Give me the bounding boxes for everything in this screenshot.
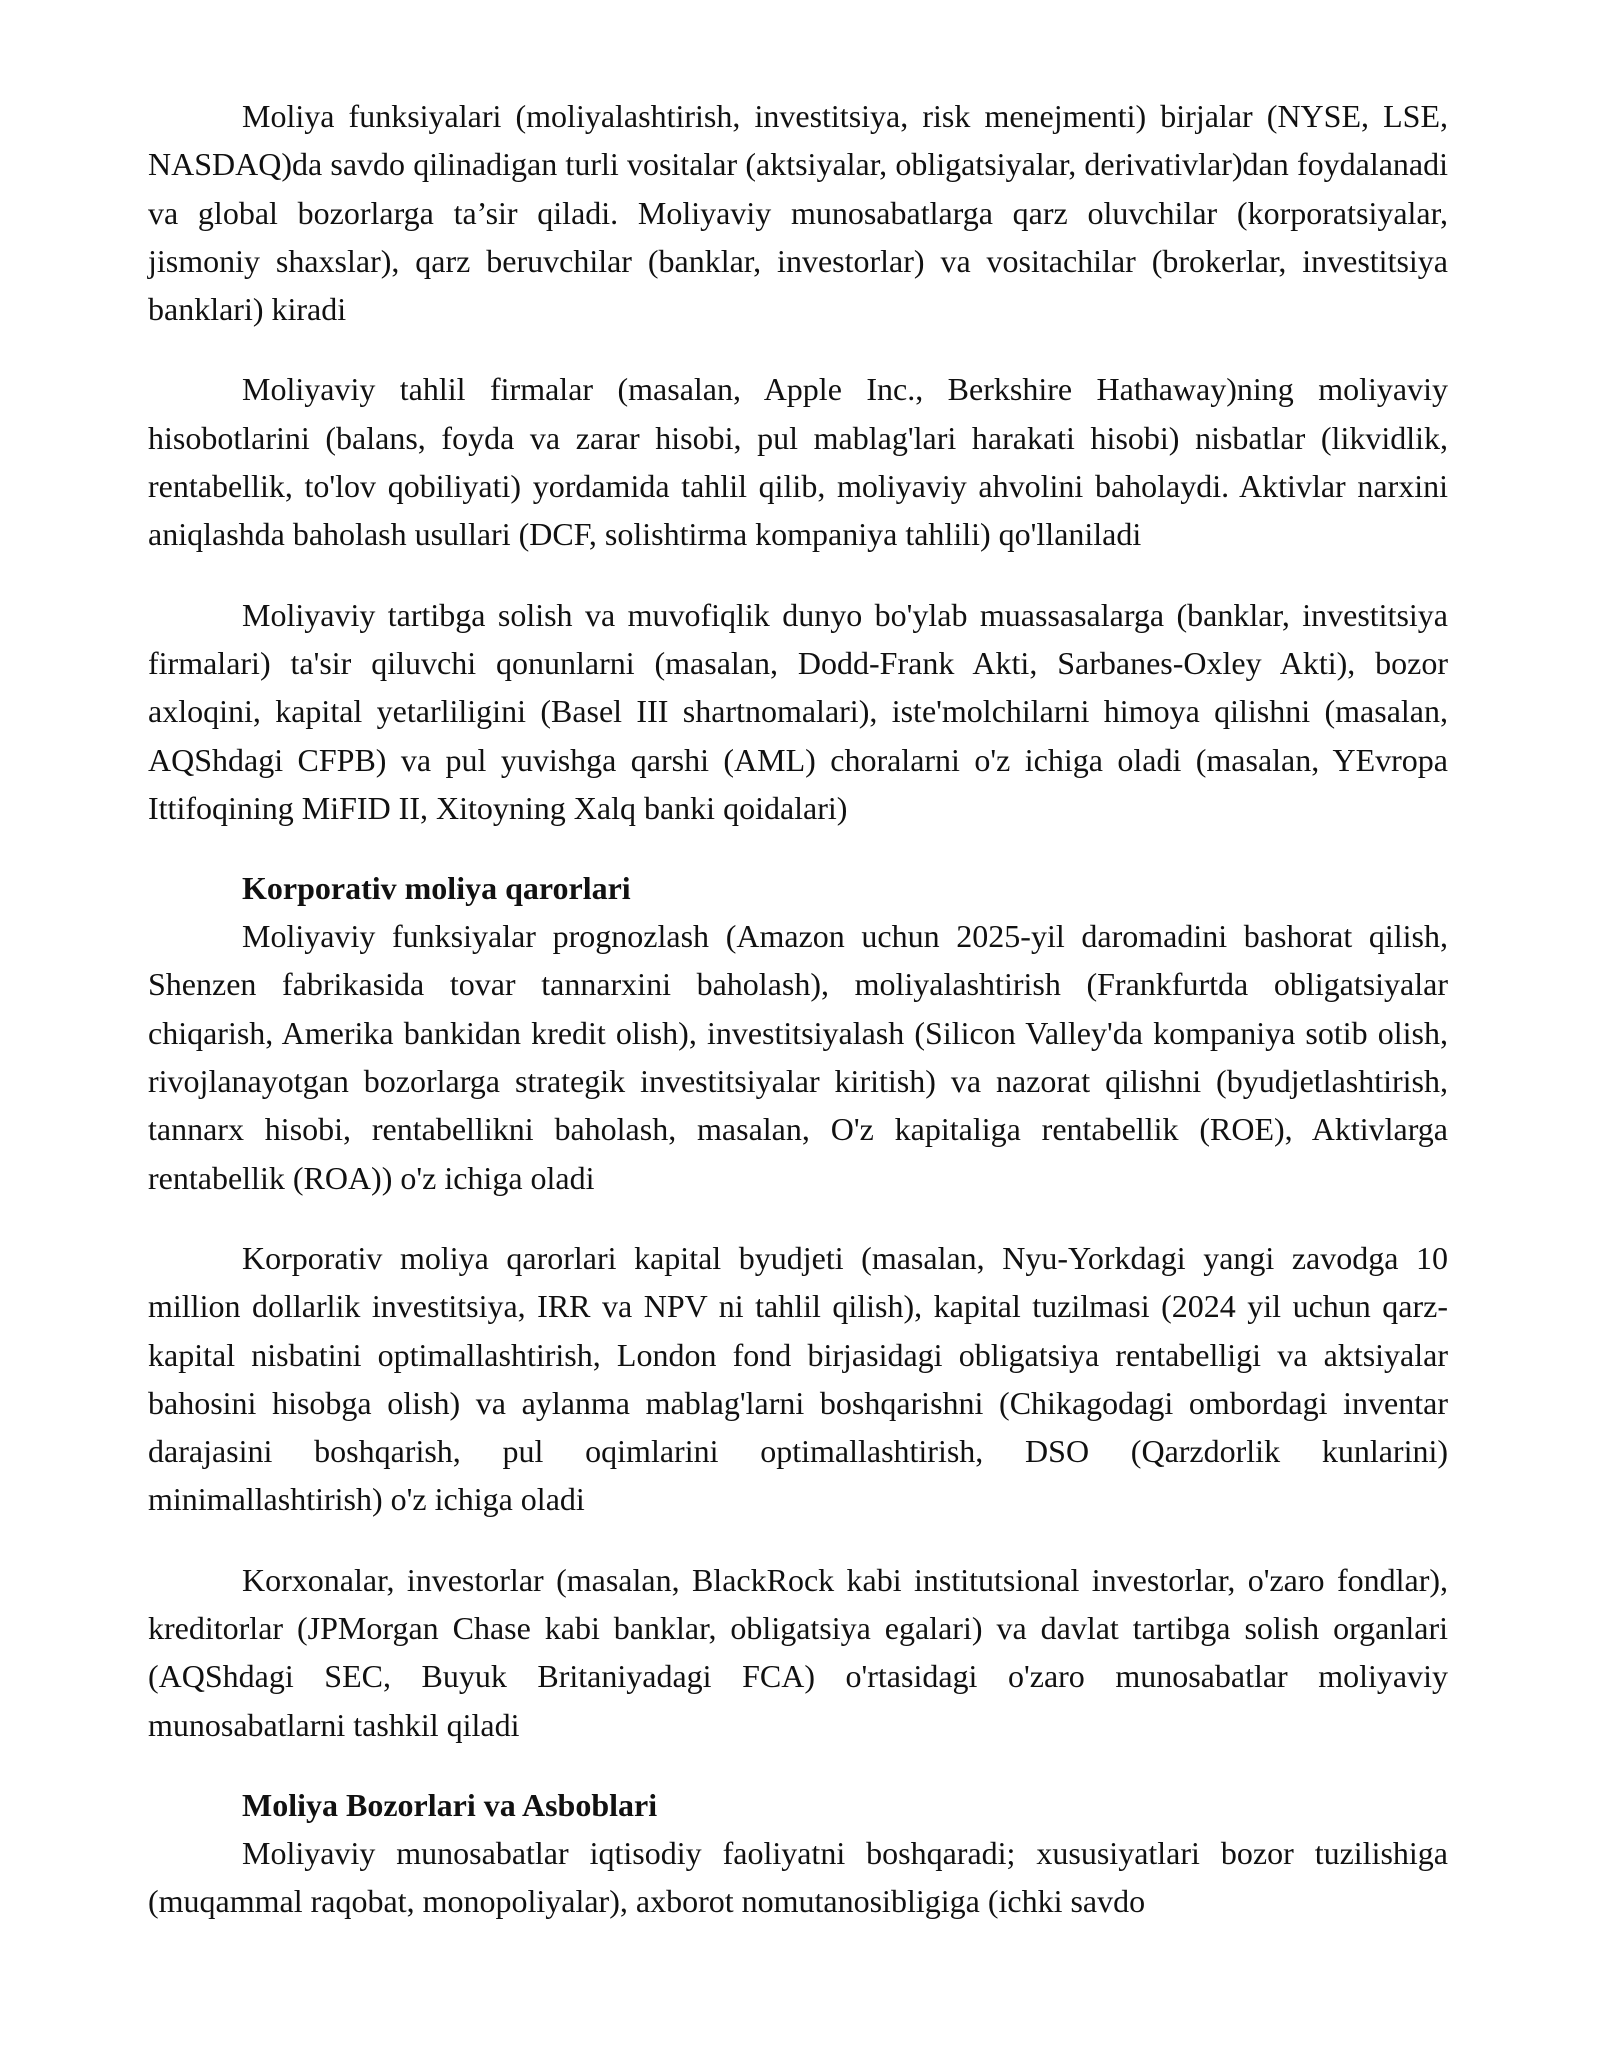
- section-heading-korporativ-moliya: Korporativ moliya qarorlari: [242, 870, 631, 907]
- paragraph-tartibga-solish: Moliyaviy tartibga solish va muvofiqlik dunyo bo'ylab muassasalarga (banklar, investitsiya firmalari) ta'sir qiluvchi qonunlarni (masalan, Dodd-Frank Akti, Sarbanes-Oxley Akti), bozor axloqini, kapital yetarliligini (Basel III shartnomalari), iste'molchilarni himoya qilishni (masalan, AQShdagi CFPB) va pul yuvishga qarshi (AML) choralarni o'z ichiga oladi (masalan, YEvropa Ittifoqining MiFID II, Xitoyning Xalq banki qoidalari): [148, 596, 1448, 826]
- paragraph-moliyaviy-munosabatlar: Moliyaviy munosabatlar iqtisodiy faoliyatni boshqaradi; xususiyatlari bozor tuzilishiga (muqammal raqobat, monopoliyalar), axborot nomutanosibligiga (ichki savdo: [148, 1834, 1448, 1920]
- paragraph-moliya-funksiyalari: Moliya funksiyalari (moliyalashtirish, investitsiya, risk menejmenti) birjalar (NYSE, LSE, NASDAQ)da savdo qilinadigan turli vositalar (aktsiyalar, obligatsiyalar, derivativlar)dan foydalanadi va global bozorlarga ta’sir qiladi. Moliyaviy munosabatlarga qarz oluvchilar (korporatsiyalar, jismoniy shaxslar), qarz beruvchilar (banklar, investorlar) va vositachilar (brokerlar, investitsiya banklari) kiradi: [148, 98, 1448, 328]
- section-heading-moliya-bozorlari: Moliya Bozorlari va Asboblari: [242, 1786, 658, 1823]
- paragraph-korxonalar-investorlar: Korxonalar, investorlar (masalan, BlackRock kabi institutsional investorlar, o'zaro fondlar), kreditorlar (JPMorgan Chase kabi banklar, obligatsiya egalari) va davlat tartibga solish organlari (AQShdagi SEC, Buyuk Britaniyadagi FCA) o'rtasidagi o'zaro munosabatlar moliyaviy munosabatlarni tashkil qiladi: [148, 1561, 1448, 1743]
- paragraph-korporativ-qarorlar: Korporativ moliya qarorlari kapital byudjeti (masalan, Nyu-Yorkdagi yangi zavodga 10 million dollarlik investitsiya, IRR va NPV ni tahlil qilish), kapital tuzilmasi (2024 yil uchun qarz-kapital nisbatini optimallashtirish, London fond birjasidagi obligatsiya rentabelligi va aktsiyalar bahosini hisobga olish) va aylanma mablag'larni boshqarishni (Chikagodagi ombordagi inventar darajasini boshqarish, pul oqimlarini optimallashtirish, DSO (Qarzdorlik kunlarini) minimallashtirish) o'z ichiga oladi: [148, 1239, 1448, 1518]
- document-page: [148, 92, 1448, 1958]
- paragraph-moliyaviy-tahlil: Moliyaviy tahlil firmalar (masalan, Apple Inc., Berkshire Hathaway)ning moliyaviy hisobotlarini (balans, foyda va zarar hisobi, pul mablag'lari harakati hisobi) nisbatlar (likvidlik, rentabellik, to'lov qobiliyati) yordamida tahlil qilib, moliyaviy ahvolini baholaydi. Aktivlar narxini aniqlashda baholash usullari (DCF, solishtirma kompaniya tahlili) qo'llaniladi: [148, 371, 1448, 553]
- paragraph-moliyaviy-funksiyalar: Moliyaviy funksiyalar prognozlash (Amazon uchun 2025-yil daromadini bashorat qilish, Shenzen fabrikasida tovar tannarxini baholash), moliyalashtirish (Frankfurtda obligatsiyalar chiqarish, Amerika bankidan kredit olish), investitsiyalash (Silicon Valley'da kompaniya sotib olish, rivojlanayotgan bozorlarga strategik investitsiyalar kiritish) va nazorat qilishni (byudjetlashtirish, tannarx hisobi, rentabellikni baholash, masalan, O'z kapitaliga rentabellik (ROE), Aktivlarga rentabellik (ROA)) o'z ichiga oladi: [148, 918, 1448, 1196]
